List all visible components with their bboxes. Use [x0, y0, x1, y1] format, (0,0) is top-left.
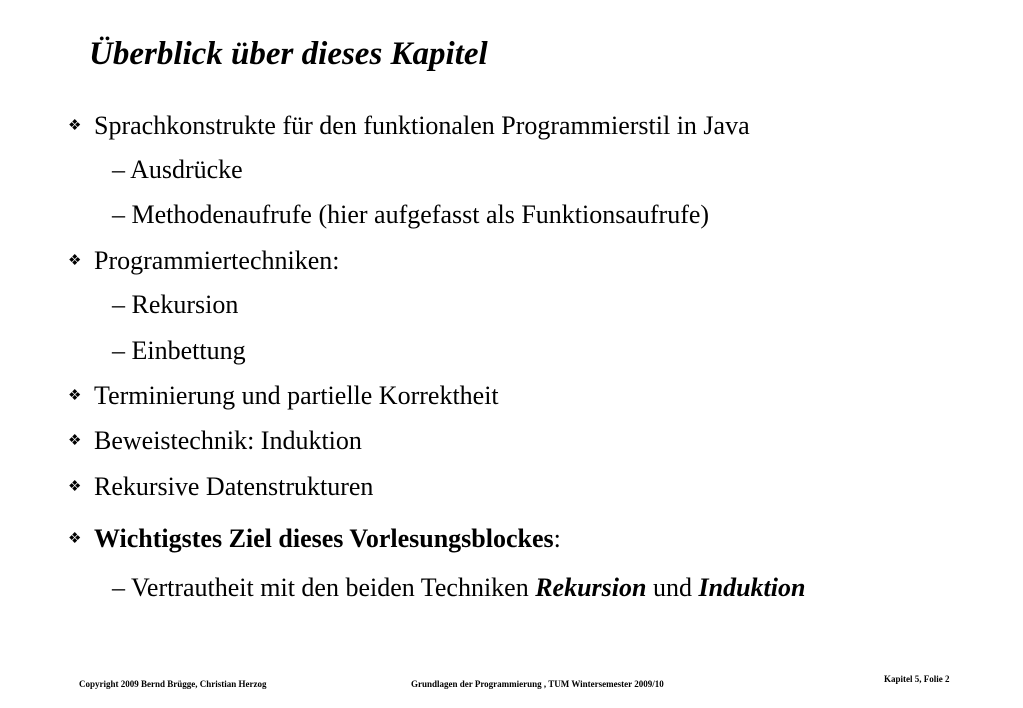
list-item	[68, 383, 499, 409]
list-item-text: Beweistechnik: Induktion	[94, 426, 362, 455]
footer-course: Grundlagen der Programmierung , TUM Wintersemester 2009/10	[411, 679, 664, 689]
diamond-bullet-icon: ❖	[68, 117, 82, 134]
emphasis-rekursion: Rekursion	[535, 573, 647, 602]
sub-list-item	[112, 292, 238, 318]
list-item-text: – Rekursion	[112, 290, 239, 319]
diamond-bullet-icon: ❖	[68, 387, 82, 404]
goal-label: Wichtigstes Ziel dieses Vorlesungsblockes	[94, 524, 554, 553]
goal-text: – Vertrautheit mit den beiden Techniken	[112, 573, 536, 602]
list-item-text: Sprachkonstrukte für den funktionalen Programmierstil in Java	[94, 111, 750, 140]
sub-list-item	[112, 157, 243, 183]
list-item-text: Rekursive Datenstrukturen	[94, 472, 374, 501]
list-item-text: Programmiertechniken:	[94, 246, 340, 275]
list-item	[68, 113, 750, 139]
emphasis-induktion: Induktion	[698, 573, 806, 602]
list-item	[68, 428, 362, 454]
diamond-bullet-icon: ❖	[68, 252, 82, 269]
list-item	[68, 474, 373, 500]
list-item-text: – Einbettung	[112, 336, 246, 365]
list-item-text: – Methodenaufrufe (hier aufgefasst als Funktionsaufrufe)	[112, 200, 710, 229]
goal-colon: :	[553, 524, 561, 553]
diamond-bullet-icon: ❖	[68, 432, 82, 449]
diamond-bullet-icon: ❖	[68, 478, 82, 495]
sub-list-item	[112, 202, 709, 228]
list-item	[68, 526, 561, 552]
list-item-text: – Ausdrücke	[112, 155, 243, 184]
list-item	[68, 248, 339, 274]
footer-page-number: Kapitel 5, Folie 2	[884, 674, 950, 684]
sub-list-item	[112, 338, 246, 364]
sub-list-item	[112, 575, 805, 601]
goal-joiner: und	[646, 573, 699, 602]
slide-title: Überblick über dieses Kapitel	[89, 36, 488, 72]
diamond-bullet-icon: ❖	[68, 530, 82, 547]
footer-copyright: Copyright 2009 Bernd Brügge, Christian Herzog	[79, 679, 267, 689]
list-item-text: Terminierung und partielle Korrektheit	[94, 381, 499, 410]
